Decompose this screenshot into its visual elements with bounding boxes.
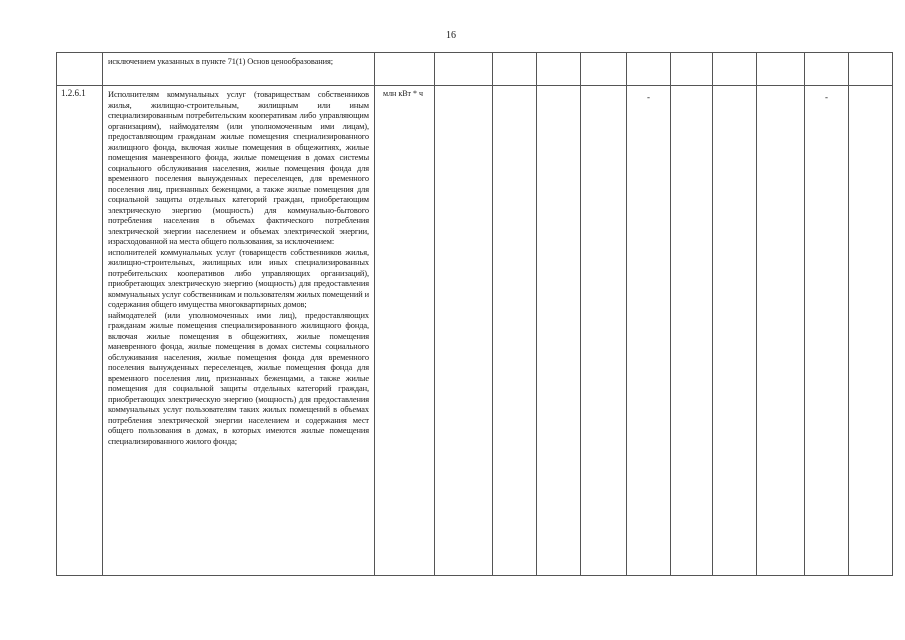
description-paragraph: наймодателей (или уполномоченных ими лиц), предоставляющих гражданам жилые помещения специализированного жилищного фонда, включая жилые помещения в общежитиях, жилые помещения маневренного фонда, жилые помещения в домах системы социального обслуживания населения, жилые помещения фонда для временного поселения вынужденных переселенцев, жилые помещения фонда для временного поселения лиц, признанных беженцами, а также жилые помещения для социальной защиты отдельных категорий граждан, приобретающих электрическую энергию (мощность) для предоставления коммунальных услуг пользователям таких жилых помещений в объемах потребления электрической энергии населением и содержания мест общего пользования в домах, в которых имеются жилые помещения специализированного жилого фонда; — [108, 310, 369, 446]
page-number: 16 — [446, 30, 456, 41]
tariff-table — [56, 52, 893, 576]
table-cell — [537, 86, 581, 576]
table-cell — [537, 53, 581, 86]
table-cell — [57, 53, 103, 86]
table-row — [57, 86, 893, 576]
table-cell — [581, 53, 627, 86]
table-row — [57, 53, 893, 86]
table-cell — [581, 86, 627, 576]
table-cell — [757, 86, 805, 576]
table-cell — [435, 53, 493, 86]
row-description — [103, 86, 375, 576]
value-cell: - — [627, 86, 671, 576]
table-cell — [375, 53, 435, 86]
table-cell — [627, 53, 671, 86]
table-cell — [805, 53, 849, 86]
unit-cell: млн кВт * ч — [375, 86, 435, 576]
table-cell — [757, 53, 805, 86]
table-cell — [713, 53, 757, 86]
table-cell — [713, 86, 757, 576]
row-code: 1.2.6.1 — [57, 86, 103, 576]
table-cell — [671, 53, 713, 86]
table-cell — [435, 86, 493, 576]
continuation-text: исключением указанных в пункте 71(1) Основ ценообразования; — [103, 53, 375, 86]
description-paragraph: исполнителей коммунальных услуг (товариществ собственников жилья, жилищно-строительных, жилищных или иных специализированных потребительских кооперативов либо управляющих организаций), приобретающих электрическую энергию (мощность) для предоставления коммунальных услуг собственникам и пользователям жилых помещений и содержания общего имущества многоквартирных домов; — [108, 247, 369, 309]
table-cell — [849, 53, 893, 86]
table-cell — [493, 53, 537, 86]
description-paragraph: Исполнителям коммунальных услуг (товариществам собственников жилья, жилищно-строительным, жилищным или иным специализированным потребительским кооперативам либо управляющим организациям), наймодателям (или уполномоченным ими лицам), предоставляющим гражданам жилые помещения специализированного жилищного фонда, включая жилые помещения в общежитиях, жилые помещения маневренного фонда, жилые помещения в домах системы социального обслуживания населения, жилые помещения фонда для временного поселения вынужденных переселенцев, для временного поселения лиц, признанных беженцами, а также жилые помещения для социальной защиты отдельных категорий граждан, приобретающим электрическую энергию (мощность) для коммунально-бытового потребления населения в объемах фактического потребления электрической энергии населением и объемах электрической энергии, израсходованной на места общего пользования, за исключением: — [108, 90, 369, 246]
table-cell — [849, 86, 893, 576]
table-cell — [671, 86, 713, 576]
value-cell: - — [805, 86, 849, 576]
table-cell — [493, 86, 537, 576]
